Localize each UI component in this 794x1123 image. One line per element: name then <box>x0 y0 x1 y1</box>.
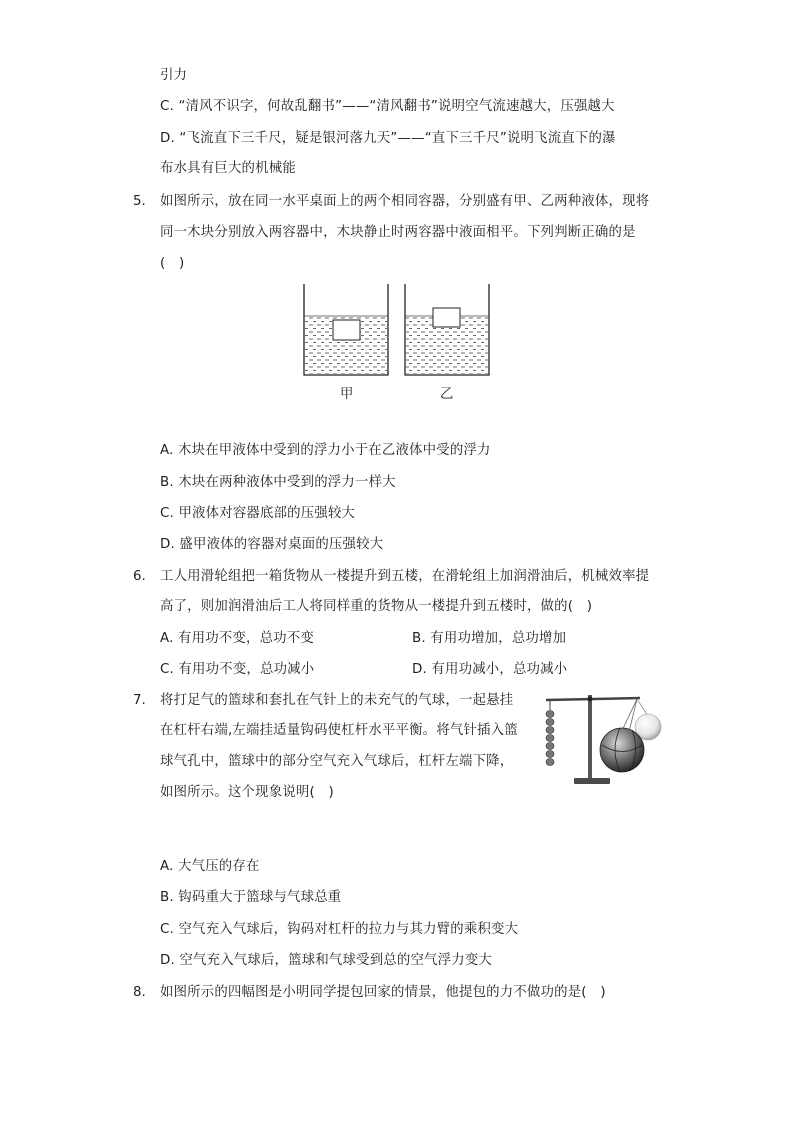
wood-block-yi <box>433 308 460 327</box>
q6-option-b: B. 有用功增加，总功增加 <box>412 631 567 646</box>
q5-stem-line1: 如图所示，放在同一水平桌面上的两个相同容器，分别盛有甲、乙两种液体，现将 <box>160 194 650 209</box>
q6-option-d: D. 有用功减小，总功减小 <box>412 662 568 677</box>
container-jia <box>304 284 388 375</box>
container-yi <box>405 284 489 375</box>
q6-stem-line1: 工人用滑轮组把一箱货物从一楼提升到五楼，在滑轮组上加润滑油后，机械效率提 <box>160 569 650 584</box>
q7-stem-line4: 如图所示。这个现象说明( ) <box>160 785 334 800</box>
q4-option-c: C. “清风不识字，何故乱翻书”——“清风翻书”说明空气流速越大，压强越大 <box>160 99 615 114</box>
q7-option-c: C. 空气充入气球后，钩码对杠杆的拉力与其力臂的乘积变大 <box>160 922 519 937</box>
q7-stem-line2: 在杠杆右端,左端挂适量钩码使杠杆水平平衡。将气针插入篮 <box>160 723 518 738</box>
q7-lever-balloon-figure <box>540 690 665 790</box>
q5-stem-line3: ( ) <box>160 256 185 271</box>
q6-option-c: C. 有用功不变，总功减小 <box>160 662 315 677</box>
q7-option-d: D. 空气充入气球后，篮球和气球受到总的空气浮力变大 <box>160 953 493 968</box>
q7-number: 7. <box>133 693 146 708</box>
q6-number: 6. <box>133 569 146 584</box>
q4-option-d-line1: D. “飞流直下三千尺，疑是银河落九天”——“直下三千尺”说明飞流直下的瀑 <box>160 131 616 146</box>
wood-block-jia <box>333 320 360 340</box>
q4-option-d-line2: 布水具有巨大的机械能 <box>160 161 296 176</box>
q5-option-c: C. 甲液体对容器底部的压强较大 <box>160 506 356 521</box>
q5-stem-line2: 同一木块分别放入两容器中，木块静止时两容器中液面相平。下列判断正确的是 <box>160 225 636 240</box>
q5-containers-figure <box>300 280 500 380</box>
q7-option-a: A. 大气压的存在 <box>160 859 260 874</box>
q4-continuation: 引力 <box>160 68 188 83</box>
q5-option-a: A. 木块在甲液体中受到的浮力小于在乙液体中受的浮力 <box>160 443 491 458</box>
q8-stem-line1: 如图所示的四幅图是小明同学提包回家的情景，他提包的力不做功的是( ) <box>160 985 606 1000</box>
q6-stem-line2: 高了，则加润滑油后工人将同样重的货物从一楼提升到五楼时，做的( ) <box>160 599 593 614</box>
q7-option-b: B. 钩码重大于篮球与气球总重 <box>160 890 342 905</box>
q8-number: 8. <box>133 985 146 1000</box>
q6-option-a: A. 有用功不变，总功不变 <box>160 631 314 646</box>
q5-number: 5. <box>133 194 146 209</box>
q7-stem-line3: 球气孔中，篮球中的部分空气充入气球后，杠杆左端下降， <box>160 754 514 769</box>
figure-label-jia: 甲 <box>340 387 354 402</box>
q5-option-b: B. 木块在两种液体中受到的浮力一样大 <box>160 475 396 490</box>
q5-option-d: D. 盛甲液体的容器对桌面的压强较大 <box>160 537 384 552</box>
figure-label-yi: 乙 <box>440 387 454 402</box>
q7-stem-line1: 将打足气的篮球和套扎在气针上的未充气的气球，一起悬挂 <box>160 693 514 708</box>
